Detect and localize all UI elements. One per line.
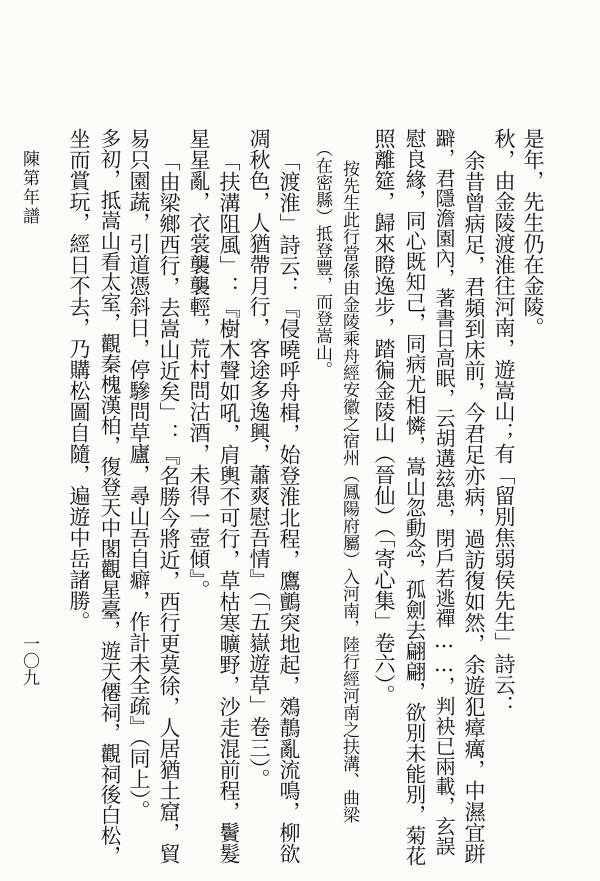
text-column: 躃，君隱澹園內，著書日高眠，云胡遘玆患，閉戶若逃禪……，判袂已兩載，玄誤 [432,128,456,856]
note-column: （在密縣）抵登豐，而登嵩山。 [312,140,332,378]
running-head: 陳第年譜 [19,150,39,226]
text-column: 多初，抵嵩山看太室，觀秦槐漢柏，復登天中閣觀星臺，遊天僊祠，觀祠後白松， [97,128,121,866]
text-column: 坐而賞玩，經日不去，乃購松圖自隨，遍遊中岳諸勝。 [67,128,91,632]
text-column: 「由梁鄉西行，去嵩山近矣」：『名勝今將近，西行更莫徐，人居猶土窟，貿 [157,150,181,864]
text-column: 照離筵，歸來瞪逸步，踏徧金陵山（晉仙）（「寄心集」卷六）。 [372,128,396,706]
text-column: 是年，先生仍在金陵。 [521,128,545,338]
text-column: 「扶溝阻風」：『樹木聲如吼，肩輿不可行，草枯寒曠野，沙走混前程，鬢髮 [217,150,241,864]
text-column: 「渡淮」詩云：『侵曉呼舟楫，始登淮北程，鷹鸇突地起，鵁鶄亂流鳴，柳欲 [277,150,301,864]
text-column: 凋秋色，人猶帶月行，客途多逸興，蕭爽慰吾情』（「五嶽遊草」卷三）。 [247,128,271,790]
page-number: 一〇九 [19,635,39,686]
note-column: 按先生此行當係由金陵乘舟經安徽之宿州（鳳陽府屬）入河南，陸行經河南之扶溝、曲梁 [339,160,359,823]
text-column: 慰良緣，同心既知己，同病尤相憐，嵩山忽動念，孤劍去翩翩，欲別未能別，菊花 [402,128,426,866]
text-column: 易只園蔬，引道憑斜日，停驂問草廬，尋山吾自癖，作計未全疏』（同上）。 [127,128,151,821]
text-column: 余昔曾病足，君頻到床前，今君足亦病，過訪復如然，余遊犯瘴癘，中濕宜跰 [462,150,486,864]
text-column: 星星亂，衣裳襲襲輕，荒村問沽酒，未得一壺傾』。 [187,128,211,601]
text-column: 秋，由金陵渡淮往河南，遊嵩山；有「留別焦弱侯先生」詩云： [492,128,516,716]
